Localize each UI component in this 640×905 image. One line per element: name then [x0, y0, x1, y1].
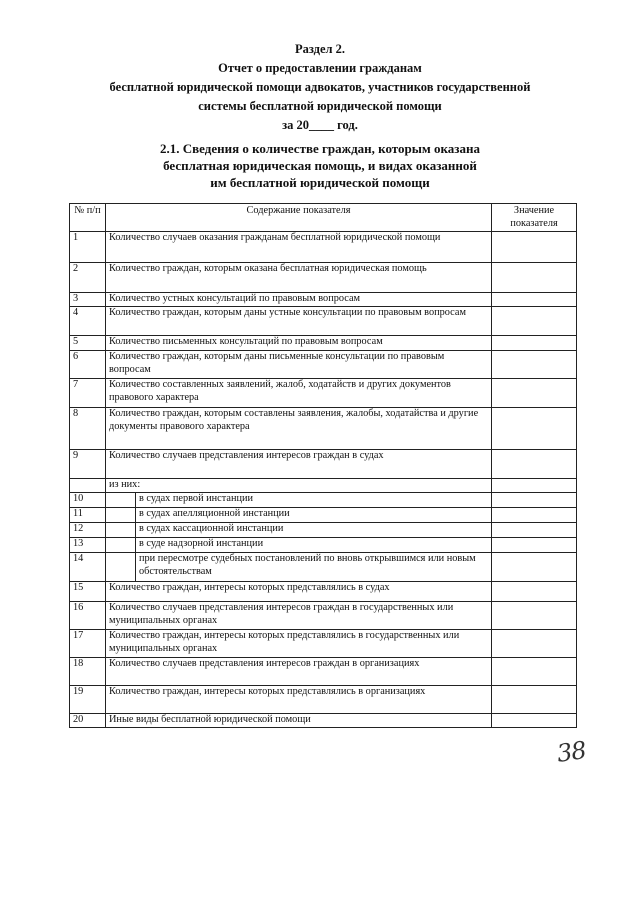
table-row [70, 582, 577, 602]
row-text: Количество граждан, которым даны устные консультации по правовым вопросам [106, 307, 492, 336]
row-text: Количество письменных консультаций по правовым вопросам [106, 336, 492, 351]
row-text: Иные виды бесплатной юридической помощи [106, 714, 492, 728]
row-number: 8 [70, 408, 106, 450]
row-value-cell[interactable] [492, 658, 577, 686]
row-value-cell[interactable] [492, 493, 577, 508]
table-row [70, 602, 577, 630]
row-value-cell[interactable] [492, 686, 577, 714]
section-heading [0, 40, 640, 135]
heading-line: Раздел 2. [294, 42, 346, 56]
row-value-cell[interactable] [492, 336, 577, 351]
row-value-cell[interactable] [492, 232, 577, 263]
row-text: при пересмотре судебных постановлений по вновь открывшимся или новым обстоятельствам [136, 553, 492, 582]
row-value-cell[interactable] [492, 450, 577, 479]
table-row [70, 379, 577, 408]
row-number: 7 [70, 379, 106, 408]
row-number: 1 [70, 232, 106, 263]
table-row [70, 630, 577, 658]
table-row [70, 508, 577, 523]
indent-cell [106, 538, 136, 553]
row-number: 18 [70, 658, 106, 686]
row-value-cell[interactable] [492, 508, 577, 523]
row-number: 5 [70, 336, 106, 351]
table-row [70, 263, 577, 293]
row-number: 12 [70, 523, 106, 538]
row-number: 3 [70, 293, 106, 307]
table-row [70, 307, 577, 336]
row-number: 13 [70, 538, 106, 553]
row-value-cell[interactable] [492, 379, 577, 408]
subheading-line: бесплатная юридическая помощь, и видах оказанной [163, 158, 477, 173]
row-value-cell[interactable] [492, 408, 577, 450]
row-number: 15 [70, 582, 106, 602]
table-row [70, 479, 577, 493]
row-text: Количество граждан, которым составлены заявления, жалобы, ходатайства и другие документы правового характера [106, 408, 492, 450]
indent-cell [106, 553, 136, 582]
indent-cell [106, 493, 136, 508]
row-text: в суде надзорной инстанции [136, 538, 492, 553]
row-number: 20 [70, 714, 106, 728]
row-value-cell[interactable] [492, 523, 577, 538]
row-value-cell[interactable] [492, 307, 577, 336]
table-row [70, 553, 577, 582]
row-text: Количество составленных заявлений, жалоб, ходатайств и других документов правового характера [106, 379, 492, 408]
row-number: 16 [70, 602, 106, 630]
table-row [70, 493, 577, 508]
row-value-cell[interactable] [492, 538, 577, 553]
row-text: Количество случаев представления интересов граждан в организациях [106, 658, 492, 686]
row-text: в судах кассационной инстанции [136, 523, 492, 538]
subheading-line: им бесплатной юридической помощи [210, 175, 430, 190]
table-row [70, 523, 577, 538]
row-value-cell[interactable] [492, 553, 577, 582]
table-row [70, 538, 577, 553]
row-value-cell[interactable] [492, 714, 577, 728]
row-value-cell[interactable] [492, 263, 577, 293]
row-text: Количество граждан, которым даны письменные консультации по правовым вопросам [106, 351, 492, 379]
row-text: Количество граждан, интересы которых представлялись в организациях [106, 686, 492, 714]
row-text: Количество граждан, интересы которых представлялись в судах [106, 582, 492, 602]
heading-line: бесплатной юридической помощи адвокатов, участников государственной [109, 80, 531, 94]
row-text: Количество случаев представления интересов граждан в судах [106, 450, 492, 479]
table-row [70, 408, 577, 450]
table-row [70, 658, 577, 686]
table-row [70, 336, 577, 351]
row-number: 2 [70, 263, 106, 293]
row-number: 6 [70, 351, 106, 379]
row-text: Количество граждан, которым оказана бесплатная юридическая помощь [106, 263, 492, 293]
row-text: Количество случаев оказания гражданам бесплатной юридической помощи [106, 232, 492, 263]
indent-cell [106, 523, 136, 538]
row-number: 19 [70, 686, 106, 714]
table-row [70, 714, 577, 728]
heading-line: системы бесплатной юридической помощи [198, 99, 442, 113]
row-number: 17 [70, 630, 106, 658]
report-table [69, 203, 577, 728]
row-number: 9 [70, 450, 106, 479]
heading-line: Отчет о предоставлении гражданам [218, 61, 422, 75]
row-value-cell[interactable] [492, 602, 577, 630]
row-value-cell[interactable] [492, 479, 577, 493]
indent-cell [106, 508, 136, 523]
subheading-line: 2.1. Сведения о количестве граждан, которым оказана [160, 141, 480, 156]
subsection-heading [0, 140, 640, 191]
row-value-cell[interactable] [492, 351, 577, 379]
column-header-num: № п/п [70, 204, 106, 232]
row-text: в судах первой инстанции [136, 493, 492, 508]
row-number: 4 [70, 307, 106, 336]
column-header-content: Содержание показателя [106, 204, 492, 232]
table-row [70, 450, 577, 479]
row-text: из них: [106, 479, 492, 493]
column-header-value: Значение показателя [492, 204, 577, 232]
row-value-cell[interactable] [492, 293, 577, 307]
heading-line: за 20____ год. [282, 118, 358, 132]
row-text: Количество граждан, интересы которых представлялись в государственных или муниципальных органах [106, 630, 492, 658]
row-text: Количество случаев представления интересов граждан в государственных или муниципальных органах [106, 602, 492, 630]
page-number: 38 [555, 736, 588, 768]
table-row [70, 686, 577, 714]
table-row [70, 351, 577, 379]
table-header-row [70, 204, 577, 232]
row-value-cell[interactable] [492, 630, 577, 658]
row-number: 14 [70, 553, 106, 582]
row-text: в судах апелляционной инстанции [136, 508, 492, 523]
row-number: 11 [70, 508, 106, 523]
row-number [70, 479, 106, 493]
table-row [70, 232, 577, 263]
row-number: 10 [70, 493, 106, 508]
row-text: Количество устных консультаций по правовым вопросам [106, 293, 492, 307]
row-value-cell[interactable] [492, 582, 577, 602]
table-row [70, 293, 577, 307]
